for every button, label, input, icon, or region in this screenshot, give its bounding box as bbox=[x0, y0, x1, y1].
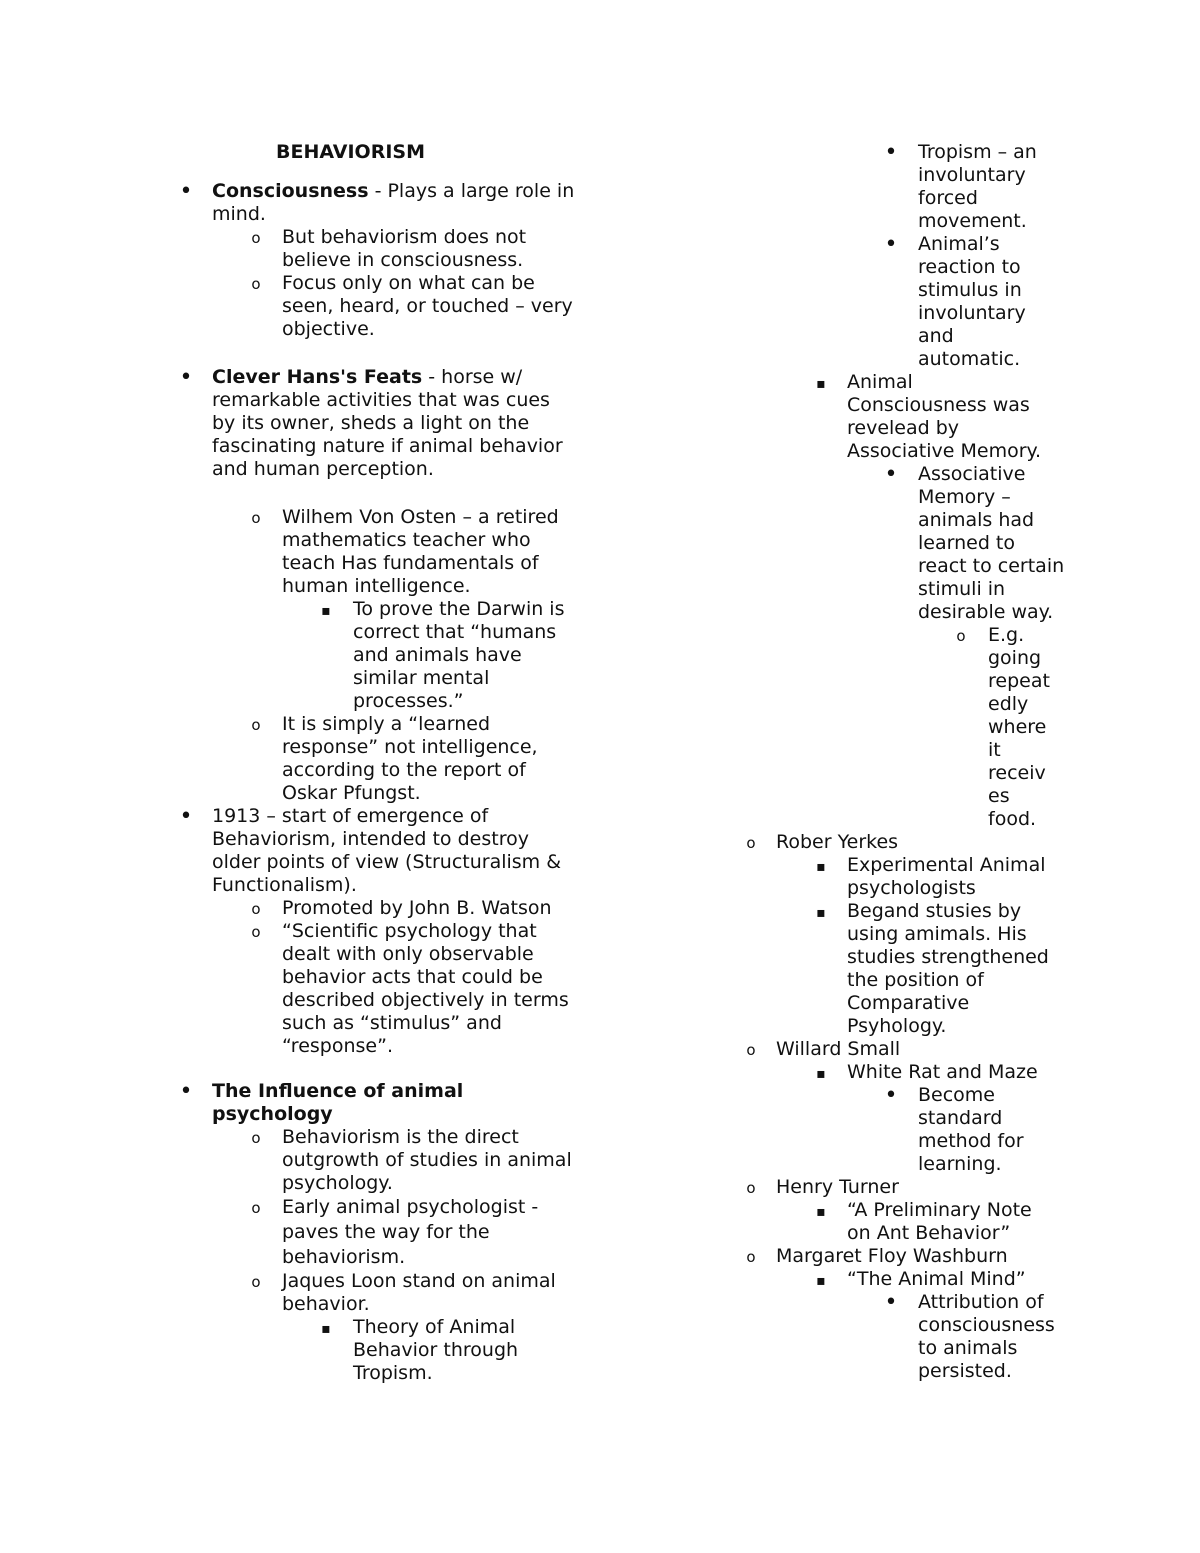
circle-bullet-icon bbox=[947, 624, 975, 648]
list-item-clever-hans bbox=[172, 366, 577, 481]
right-column bbox=[737, 141, 1072, 1383]
list-item: ▪ To prove the Darwin is correct that “humans and animals have similar mental processes.” bbox=[172, 598, 577, 713]
clever-hans-text: - horse w/ remarkable activities that was cues by its owner, sheds a light on the fascinating nature if animal behavior and human perception. bbox=[212, 366, 563, 480]
list-item-yerkes: o Rober Yerkes bbox=[737, 831, 1072, 854]
list-item: o Focus only on what can be seen, heard, or touched – very objective. bbox=[172, 272, 577, 341]
list-item: • Tropism – an involuntary forced movement. bbox=[737, 141, 1072, 233]
list-item: o “Scientific psychology that dealt with only observable behavior acts that could be described objectively in terms such as “stimulus” and “response”. bbox=[172, 920, 577, 1058]
bullet-icon bbox=[172, 805, 200, 829]
circle-bullet-icon bbox=[242, 1270, 270, 1294]
square-bullet-icon bbox=[312, 598, 340, 623]
circle-bullet-icon bbox=[737, 831, 765, 855]
circle-bullet-icon bbox=[242, 226, 270, 250]
list-item: o Jaques Loon stand on animal behavior. bbox=[172, 1270, 577, 1316]
page-title: BEHAVIORISM bbox=[276, 141, 425, 163]
square-bullet-icon bbox=[807, 1061, 835, 1086]
circle-bullet-icon bbox=[242, 1195, 270, 1221]
circle-bullet-icon bbox=[242, 713, 270, 737]
list-item: o It is simply a “learned response” not intelligence, according to the report of Oskar Pfungst. bbox=[172, 713, 577, 805]
square-bullet-icon bbox=[807, 854, 835, 879]
circle-bullet-icon bbox=[242, 1126, 270, 1150]
circle-bullet-icon bbox=[242, 897, 270, 921]
circle-bullet-icon bbox=[737, 1245, 765, 1269]
circle-bullet-icon bbox=[242, 272, 270, 296]
list-item-1913: • 1913 – start of emergence of Behaviorism, intended to destroy older points of view (Structuralism & Functionalism). bbox=[172, 805, 577, 897]
influence-heading: The Influence of animal psychology bbox=[212, 1080, 464, 1125]
list-item: o Wilhem Von Osten – a retired mathematics teacher who teach Has fundamentals of human intelligence. bbox=[172, 506, 577, 598]
circle-bullet-icon bbox=[242, 920, 270, 944]
bullet-icon bbox=[877, 233, 905, 257]
list-item: ▪ “A Preliminary Note on Ant Behavior” bbox=[737, 1199, 1072, 1245]
list-item-small: o Willard Small bbox=[737, 1038, 1072, 1061]
list-item-washburn: o Margaret Floy Washburn bbox=[737, 1245, 1072, 1268]
left-column bbox=[172, 141, 577, 1385]
list-item: ▪ Experimental Animal psychologists bbox=[737, 854, 1072, 900]
list-item: ▪ Animal Consciousness was revelead by Associative Memory. bbox=[737, 371, 1072, 463]
consciousness-heading: Consciousness bbox=[212, 180, 369, 202]
square-bullet-icon bbox=[807, 1268, 835, 1293]
circle-bullet-icon bbox=[242, 506, 270, 530]
list-item: ▪ White Rat and Maze bbox=[737, 1061, 1072, 1084]
circle-bullet-icon bbox=[737, 1176, 765, 1200]
list-item: o But behaviorism does not believe in consciousness. bbox=[172, 226, 577, 272]
list-item: • Animal’s reaction to stimulus in involuntary and automatic. bbox=[737, 233, 1072, 371]
list-item: ▪ “The Animal Mind” bbox=[737, 1268, 1072, 1291]
list-item: o Early animal psychologist - paves the way for the behaviorism. bbox=[172, 1195, 577, 1270]
list-item-consciousness bbox=[172, 180, 577, 226]
consciousness-text: - Plays a large role in mind. bbox=[212, 180, 575, 225]
bullet-icon bbox=[172, 180, 200, 204]
square-bullet-icon bbox=[807, 900, 835, 925]
list-item: o Promoted by John B. Watson bbox=[172, 897, 577, 920]
list-item-turner: o Henry Turner bbox=[737, 1176, 1072, 1199]
list-item-influence bbox=[172, 1080, 577, 1126]
list-item: o E.g. going repeat edly where it receiv es food. bbox=[737, 624, 1072, 831]
clever-hans-heading: Clever Hans's Feats bbox=[212, 366, 423, 388]
bullet-icon bbox=[172, 1080, 200, 1104]
circle-bullet-icon bbox=[737, 1038, 765, 1062]
bullet-icon bbox=[877, 141, 905, 165]
bullet-icon bbox=[877, 463, 905, 487]
bullet-icon bbox=[172, 366, 200, 390]
square-bullet-icon bbox=[312, 1316, 340, 1341]
square-bullet-icon bbox=[807, 1199, 835, 1224]
square-bullet-icon bbox=[807, 371, 835, 396]
list-item: ▪ Begand stusies by using amimals. His studies strengthened the position of Comparative Psyhology. bbox=[737, 900, 1072, 1038]
list-item: o Behaviorism is the direct outgrowth of studies in animal psychology. bbox=[172, 1126, 577, 1195]
list-item: • Attribution of consciousness to animals persisted. bbox=[737, 1291, 1072, 1383]
bullet-icon bbox=[877, 1084, 905, 1108]
list-item: ▪ Theory of Animal Behavior through Tropism. bbox=[172, 1316, 577, 1385]
list-item: • Become standard method for learning. bbox=[737, 1084, 1072, 1176]
bullet-icon bbox=[877, 1291, 905, 1315]
list-item: • Associative Memory – animals had learned to react to certain stimuli in desirable way. bbox=[737, 463, 1072, 624]
